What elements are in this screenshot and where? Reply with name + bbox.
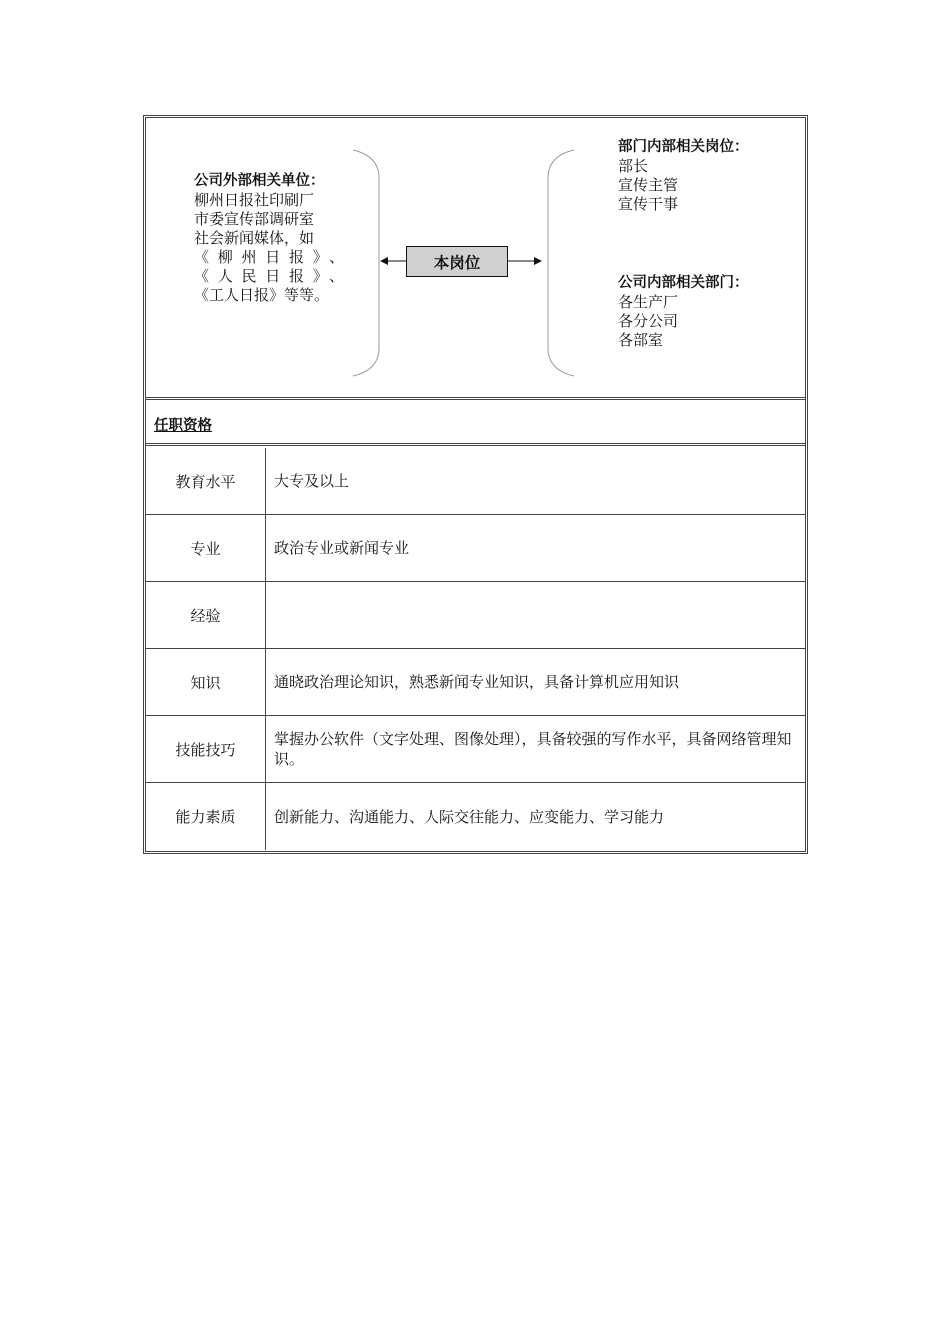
table-row bbox=[146, 515, 805, 582]
row-value: 通晓政治理论知识，熟悉新闻专业知识，具备计算机应用知识 bbox=[274, 673, 680, 691]
qualifications-header bbox=[146, 400, 805, 446]
table-row bbox=[146, 582, 805, 649]
external-unit-item: 《柳州日报》、 bbox=[194, 248, 344, 266]
qualifications-title: 任职资格 bbox=[154, 418, 212, 434]
external-unit-item: 市委宣传部调研室 bbox=[194, 210, 315, 228]
qualifications-table bbox=[146, 448, 805, 850]
external-bracket bbox=[351, 148, 381, 378]
row-label: 专业 bbox=[146, 515, 266, 581]
row-label: 知识 bbox=[146, 649, 266, 715]
row-label: 能力素质 bbox=[146, 783, 266, 850]
row-value: 创新能力、沟通能力、人际交往能力、应变能力、学习能力 bbox=[274, 807, 665, 826]
external-units-heading: 公司外部相关单位： bbox=[194, 173, 325, 189]
row-label: 教育水平 bbox=[146, 448, 266, 514]
internal-departments bbox=[618, 274, 788, 350]
internal-positions bbox=[618, 138, 788, 214]
internal-position-item: 部长 bbox=[618, 157, 649, 175]
this-post-box: 本岗位 bbox=[406, 246, 508, 277]
internal-positions-heading: 部门内部相关岗位： bbox=[618, 139, 749, 155]
internal-position-item: 宣传主管 bbox=[618, 176, 679, 194]
internal-bracket bbox=[546, 148, 576, 378]
internal-position-item: 宣传干事 bbox=[618, 195, 679, 213]
external-unit-item: 柳州日报社印刷厂 bbox=[194, 191, 315, 209]
row-value: 大专及以上 bbox=[274, 472, 350, 490]
internal-department-item: 各生产厂 bbox=[618, 293, 679, 311]
internal-department-item: 各部室 bbox=[618, 331, 664, 349]
table-row bbox=[146, 783, 805, 850]
left-arrow-icon bbox=[380, 255, 407, 267]
table-row bbox=[146, 649, 805, 716]
external-units bbox=[194, 172, 344, 305]
table-row bbox=[146, 716, 805, 783]
table-row bbox=[146, 448, 805, 515]
external-unit-item: 《工人日报》等等。 bbox=[194, 286, 330, 304]
external-unit-item: 《人民日报》、 bbox=[194, 267, 344, 285]
right-arrow-icon bbox=[508, 255, 542, 267]
row-label: 经验 bbox=[146, 582, 266, 648]
internal-departments-heading: 公司内部相关部门： bbox=[618, 275, 749, 291]
job-description-frame bbox=[143, 115, 808, 854]
external-unit-item: 社会新闻媒体，如 bbox=[194, 229, 315, 247]
row-value: 掌握办公软件（文字处理、图像处理），具备较强的写作水平，具备网络管理知识。 bbox=[274, 730, 792, 768]
work-relations-diagram bbox=[146, 118, 805, 400]
row-label: 技能技巧 bbox=[146, 716, 266, 782]
row-value bbox=[274, 582, 799, 648]
row-value: 政治专业或新闻专业 bbox=[274, 539, 410, 557]
internal-department-item: 各分公司 bbox=[618, 312, 679, 330]
